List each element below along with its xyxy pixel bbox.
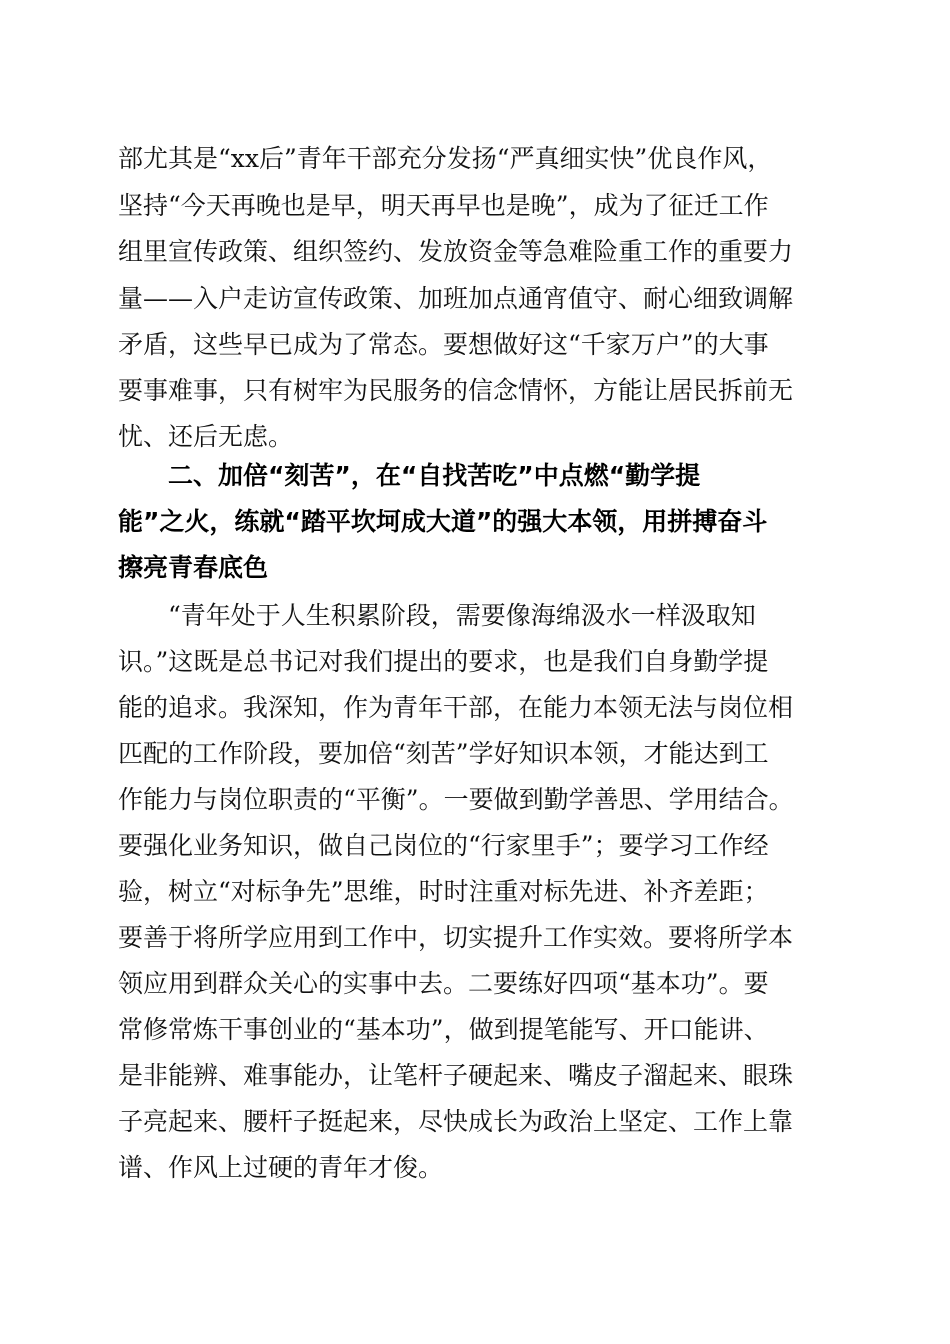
paragraph-line: 量——入户走访宣传政策、加班加点通宵值守、耐心细致调解	[118, 284, 794, 313]
paragraph-line: 要事难事，只有树牢为民服务的信念情怀，方能让居民拆前无	[118, 376, 794, 405]
paragraph-line: 子亮起来、腰杆子挺起来，尽快成长为政治上坚定、工作上靠	[118, 1107, 794, 1136]
paragraph-line: “青年处于人生积累阶段，需要像海绵汲水一样汲取知	[168, 601, 756, 630]
paragraph-line: 匹配的工作阶段，要加倍“刻苦”学好知识本领，才能达到工	[118, 739, 769, 768]
paragraph-line: 常修常炼干事创业的“基本功”，做到提笔能写、开口能讲、	[118, 1015, 769, 1044]
heading-line: 擦亮青春底色	[118, 553, 269, 582]
paragraph-line: 是非能辨、难事能办，让笔杆子硬起来、嘴皮子溜起来、眼珠	[118, 1061, 794, 1090]
paragraph-line: 验，树立“对标争先”思维，时时注重对标先进、补齐差距；	[118, 877, 769, 906]
paragraph-line: 忧、还后无虑。	[118, 422, 294, 451]
paragraph-line: 矛盾，这些早已成为了常态。要想做好这“千家万户”的大事	[118, 330, 769, 359]
heading-line: 二、加倍“刻苦”，在“自找苦吃”中点燃“勤学提	[168, 461, 701, 490]
paragraph-line: 谱、作风上过硬的青年才俊。	[118, 1153, 444, 1182]
paragraph-line: 作能力与岗位职责的“平衡”。一要做到勤学善思、学用结合。	[118, 785, 794, 814]
paragraph-line: 要善于将所学应用到工作中，切实提升工作实效。要将所学本	[118, 923, 794, 952]
paragraph-line: 能的追求。我深知，作为青年干部，在能力本领无法与岗位相	[118, 693, 794, 722]
paragraph-line: 识。”这既是总书记对我们提出的要求，也是我们自身勤学提	[118, 647, 769, 676]
paragraph-line: 要强化业务知识，做自己岗位的“行家里手”；要学习工作经	[118, 831, 769, 860]
paragraph-line: 领应用到群众关心的实事中去。二要练好四项“基本功”。要	[118, 969, 769, 998]
paragraph-line: 坚持“今天再晚也是早，明天再早也是晚”，成为了征迁工作	[118, 191, 769, 220]
heading-line: 能”之火，练就“踏平坎坷成大道”的强大本领，用拼搏奋斗	[118, 507, 768, 536]
paragraph-line: 组里宣传政策、组织签约、发放资金等急难险重工作的重要力	[118, 237, 794, 266]
paragraph-line: 部尤其是“xx后”青年干部充分发扬“严真细实快”优良作风，	[118, 144, 773, 173]
